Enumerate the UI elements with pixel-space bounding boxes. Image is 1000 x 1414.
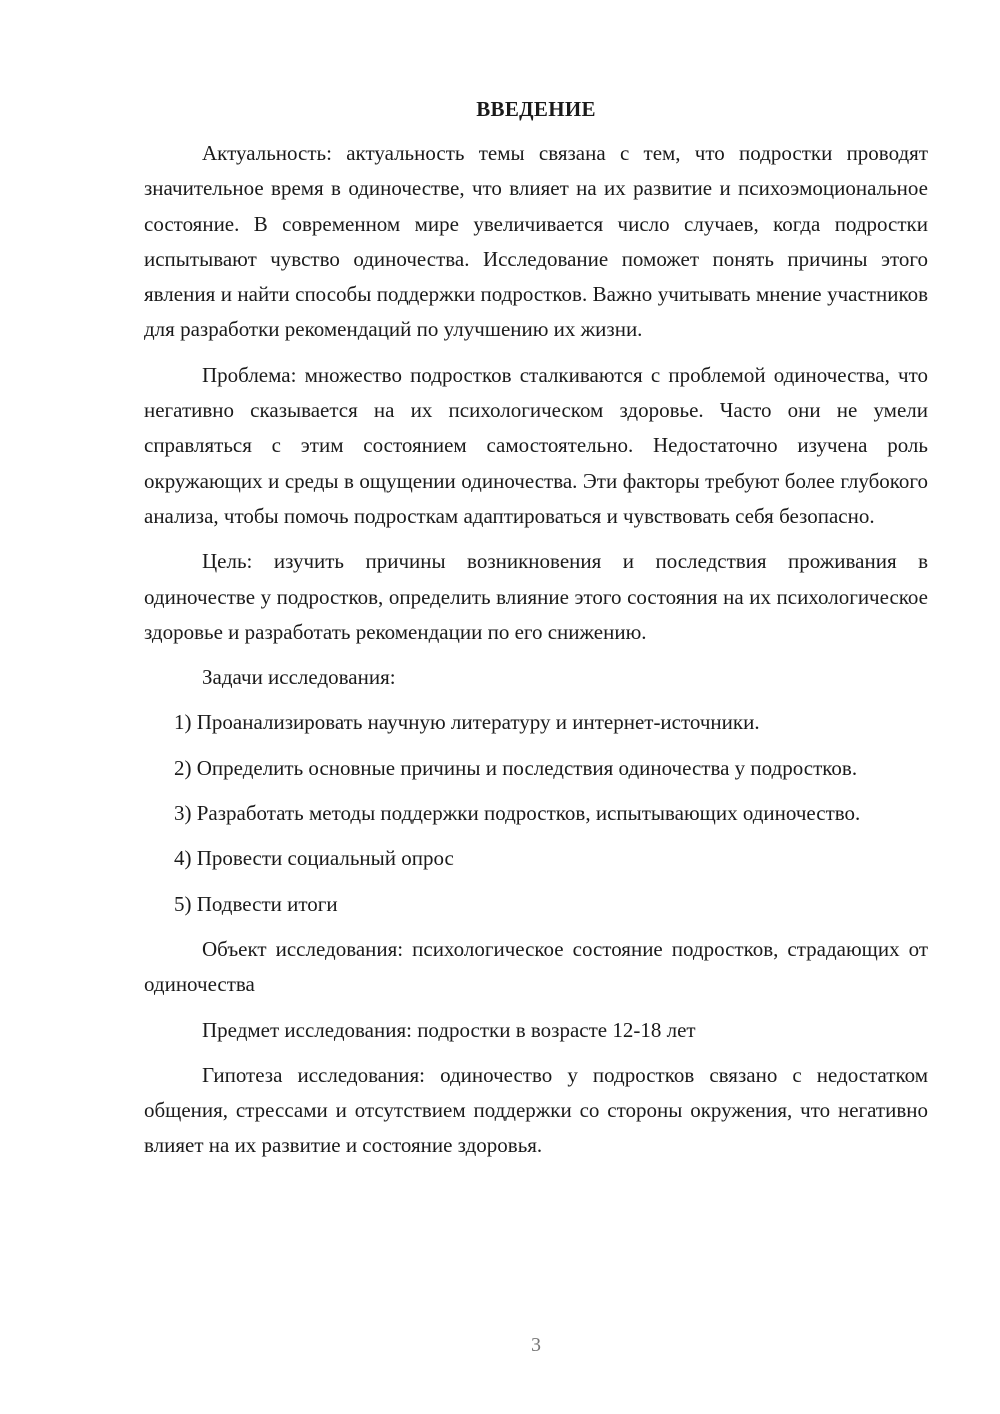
subject-paragraph: Предмет исследования: подростки в возрасте 12-18 лет [202,1017,696,1042]
tasks-heading: Задачи исследования: [202,665,396,690]
relevance-paragraph: Актуальность: актуальность темы связана с тем, что подростки проводят значительное время в одиночестве, что влияет на их развитие и психоэмоциональное состояние. В современном мире увеличивается число случаев, когда подростки испытывают чувство одиночества. Исследование поможет понять причины этого явления и найти способы поддержки подростков. Важно учитывать мнение участников для разработки рекомендаций по улучшению их жизни. [144,141,928,342]
section-title: ВВЕДЕНИЕ [476,97,596,121]
hypothesis-paragraph: Гипотеза исследования: одиночество у подростков связано с недостатком общения, стрессами и отсутствием поддержки со стороны окружения, что негативно влияет на их развитие и состояние здоровья. [144,1062,928,1158]
task-item-5: 5) Подвести итоги [174,891,338,916]
problem-paragraph: Проблема: множество подростков сталкиваются с проблемой одиночества, что негативно сказывается на их психологическом здоровье. Часто они не умели справляться с этим состоянием самостоятельно. Недостаточно изучена роль окружающих и среды в ощущении одиночества. Эти факторы требуют более глубокого анализа, чтобы помочь подросткам адаптироваться и чувствовать себя безопасно. [144,362,928,528]
goal-paragraph: Цель: изучить причины возникновения и последствия проживания в одиночестве у подростков, определить влияние этого состояния на их психологическое здоровье и разработать рекомендации по его снижению. [144,549,928,644]
object-paragraph: Объект исследования: психологическое состояние подростков, страдающих от одиночества [144,936,928,997]
task-item-4: 4) Провести социальный опрос [174,846,454,871]
task-item-3: 3) Разработать методы поддержки подростков, испытывающих одиночество. [174,801,861,826]
page-number: 3 [531,1334,541,1356]
task-item-1: 1) Проанализировать научную литературу и интернет-источники. [174,710,760,735]
task-item-2: 2) Определить основные причины и последствия одиночества у подростков. [174,755,858,780]
